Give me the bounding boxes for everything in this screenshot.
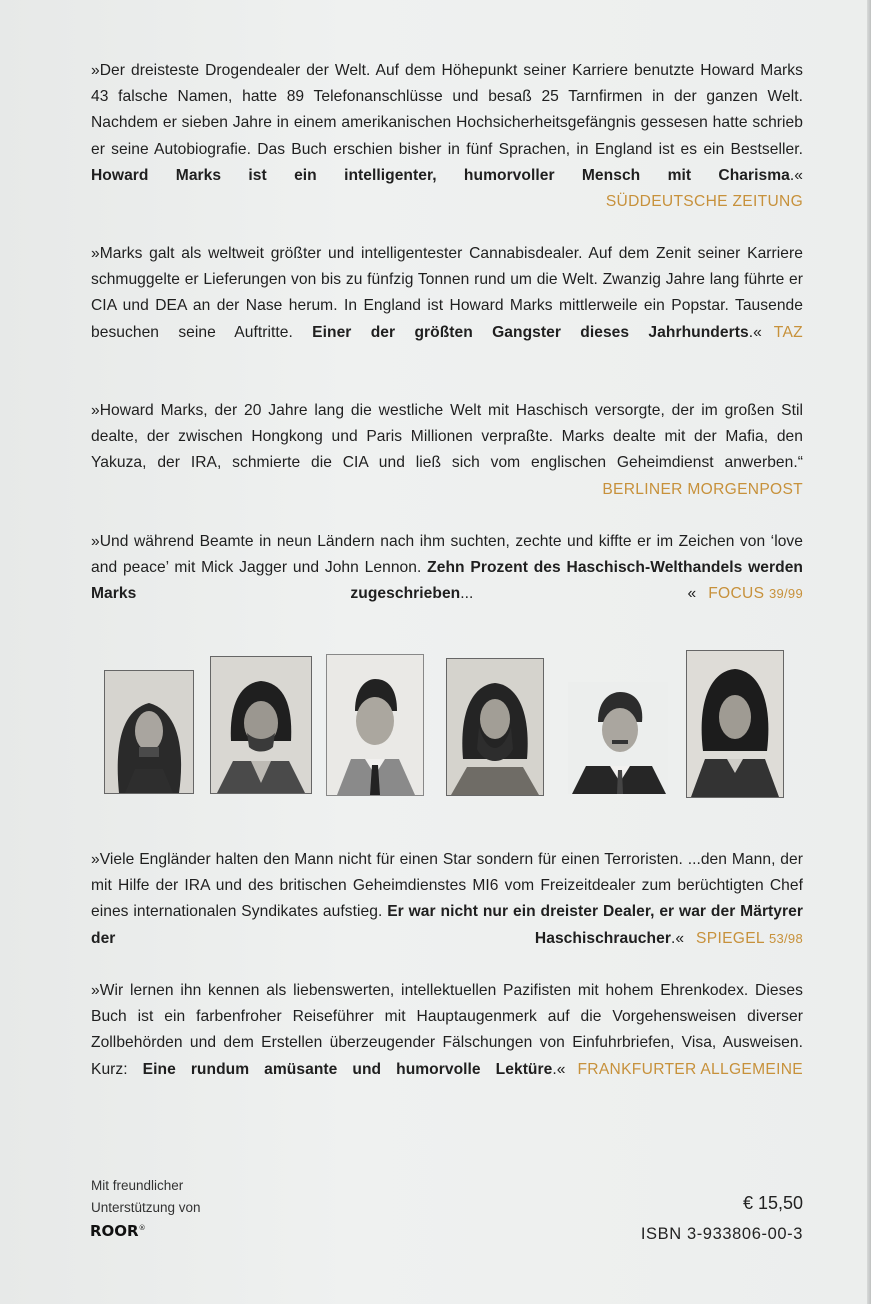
source-name: SPIEGEL [696, 929, 765, 947]
review-quote-2 [91, 241, 803, 346]
mugshot-photo-6 [686, 650, 784, 798]
review-quote-3 [91, 398, 803, 503]
quote-end: .« [552, 1060, 566, 1078]
quote-text: »Der dreisteste Drogendealer der Welt. Auf dem Höhepunkt seiner Karriere benutzte Howard Marks 43 falsche Namen, hatte 89 Telefonanschlüsse und besaß 25 Tarnfirmen in der ganzen Welt. Nachdem er sieben Jahre in einem amerikanischen Hochsicherheitsgefängnis gessesen hatte schrieb er seine Autobiografie. Das Buch erschien bisher in fünf Sprachen, in England ist es ein Bestseller. [91, 62, 803, 158]
quote-end: .« [789, 166, 803, 184]
registered-mark: ® [138, 1224, 146, 1232]
price: € 15,50 [742, 1193, 803, 1213]
review-quote-4 [91, 529, 803, 608]
sponsor-line-2: Unterstützung von [91, 1200, 201, 1215]
source-name: FOCUS [708, 585, 765, 603]
quote-text: »Marks galt als weltweit größter und intelligentester Cannabisdealer. Auf dem Zenit seiner Karriere schmuggelte er Lieferungen von bis zu fünfzig Tonnen rund um die Welt. Zwanzig Jahre lang führte er CIA und DEA an der Nase herum. In England ist Howard Marks mittlerweile ein Popstar. Tausende besuchen seine Auftritte. [91, 245, 803, 341]
portrait-bearded [447, 659, 543, 795]
isbn: ISBN 3-933806-00-3 [640, 1225, 803, 1243]
mugshot-photo-3 [326, 654, 424, 796]
quote-bold: Er war nicht nur ein dreister Dealer, er war der Märtyrer der Haschischraucher [91, 903, 803, 947]
quote-bold: Zehn Prozent des Haschisch-Welthandels werden Marks zugeschrieben [91, 559, 804, 603]
quote-text: »Howard Marks, der 20 Jahre lang die westliche Welt mit Haschisch versorgte, der im großen Stil dealte, der zwischen Hongkong und Paris Millionen verpraßte. Marks dealte mit der Mafia, den Yakuza, der IRA, schmierte die CIA und ließ sich vom englischen Geheimdienst anwerben.“ [91, 402, 803, 472]
quote-source [696, 926, 803, 952]
quote-bold: Einer der größten Gangster dieses Jahrhunderts [312, 323, 749, 341]
sponsor-line-1: Mit freundlicher [91, 1178, 184, 1193]
source-name: BERLINER MORGENPOST [602, 480, 803, 498]
roor-logo [90, 1222, 146, 1240]
source-issue: 39/99 [768, 586, 803, 602]
portrait-bowl-cut [687, 651, 783, 797]
portrait-suit-tie [327, 655, 423, 795]
mugshot-photo-2 [210, 656, 312, 794]
source-issue: 53/98 [768, 930, 803, 946]
quote-text: »Und während Beamte in neun Ländern nach ihm suchten, zechte und kiffte er im Zeichen von ‘love and peace’ mit Mick Jagger und John Lennon. [91, 533, 803, 577]
portrait-shaggy-hair [211, 657, 311, 793]
portrait-long-hair [105, 671, 193, 793]
mugshot-photo-1 [104, 670, 194, 794]
quote-end: .« [670, 929, 685, 947]
brand-name: ROOR [90, 1222, 139, 1240]
review-quote-1 [91, 58, 803, 215]
quote-bold: Howard Marks ist ein intelligenter, humorvoller Mensch mit Charisma [91, 166, 790, 184]
quote-end: ... « [460, 585, 697, 603]
cover-edge [867, 0, 871, 1304]
mugshot-photo-5 [568, 682, 668, 794]
quote-source [577, 1057, 803, 1083]
quote-end: .« [748, 323, 762, 341]
mugshot-photo-row [96, 646, 786, 806]
portrait-moustache [568, 682, 668, 794]
quote-bold: Eine rundum amüsante und humorvolle Lektüre [142, 1060, 553, 1078]
quote-source [708, 581, 803, 607]
review-quote-5 [91, 847, 803, 952]
sponsor-note [91, 1175, 201, 1219]
quote-text: »Viele Engländer halten den Mann nicht für einen Star sondern für einen Terroristen. ...den Mann, der mit Hilfe der IRA und des britischen Geheimdienstes MI6 vom Freizeitdealer zum berüchtigten Chef eines internationalen Syndikates aufstieg. [91, 851, 803, 921]
source-name: FRANKFURTER ALLGEMEINE [577, 1060, 803, 1078]
quote-source [606, 189, 803, 215]
source-name: SÜDDEUTSCHE ZEITUNG [605, 193, 803, 211]
quote-source [774, 320, 803, 346]
quote-text: »Wir lernen ihn kennen als liebenswerten, intellektuellen Pazifisten mit hohem Ehrenkodex. Dieses Buch ist ein farbenfroher Reiseführer mit Hauptaugenmerk auf die Vorgehensweisen diverser Zollbehörden und dem Erstellen überzeugender Fälschungen von Einfuhrbriefen, Visa, Ausweisen. Kurz: [91, 982, 803, 1078]
mugshot-photo-4 [446, 658, 544, 796]
quote-source [602, 477, 803, 503]
source-name: TAZ [773, 323, 803, 341]
review-quote-6 [91, 978, 803, 1083]
